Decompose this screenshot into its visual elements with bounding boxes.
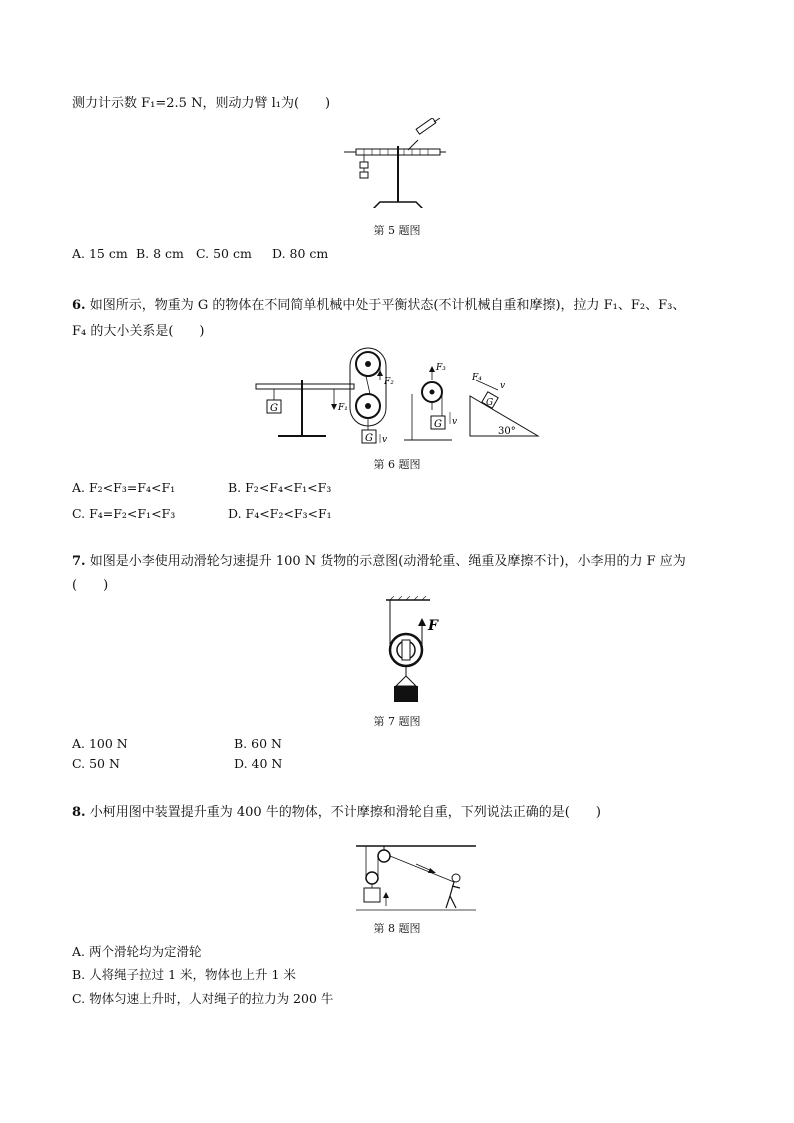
q6-f4-label: F₄ [472, 373, 482, 383]
q6-f2-label: F₂ [384, 377, 394, 387]
q6-machines-figure [252, 344, 542, 448]
q6-fixed-g-label: G [434, 419, 442, 430]
q6-f1-label: F₁ [338, 403, 348, 413]
q7-stem-line2: ( ) [72, 578, 109, 593]
q5-option-a: A. 15 cm [72, 246, 128, 261]
q6-lever-g-label: G [270, 403, 278, 414]
q7-force-label: F [428, 618, 438, 634]
q5-caption: 第 5 题图 [373, 224, 421, 237]
q7-option-c: C. 50 N [72, 756, 120, 771]
q6-pulley-g-label: G [365, 433, 373, 444]
q6-stem-line1 [72, 296, 685, 316]
q8-number: 8. [72, 805, 86, 820]
q6-v-label-1: v [382, 435, 388, 445]
q7-option-b: B. 60 N [234, 736, 282, 751]
q7-caption: 第 7 题图 [373, 715, 421, 728]
q6-option-d: D. F₄<F₂<F₃<F₁ [228, 506, 332, 521]
q5-option-d: D. 80 cm [272, 246, 329, 261]
q7-pulley-figure [368, 596, 448, 708]
q8-pulley-figure [356, 842, 478, 912]
q6-option-b: B. F₂<F₄<F₁<F₃ [228, 480, 332, 495]
q7-stem-line1 [72, 552, 686, 572]
q6-option-c: C. F₄=F₂<F₁<F₃ [72, 506, 176, 521]
q7-stem-text1: 如图是小李使用动滑轮匀速提升 100 N 货物的示意图(动滑轮重、绳重及摩擦不计)，小李用的力 F 应为 [89, 554, 686, 569]
q7-option-d: D. 40 N [234, 756, 283, 771]
q6-number: 6. [72, 298, 86, 313]
q6-incline-g-label: G [486, 398, 494, 408]
q6-stem-text1: 如图所示，物重为 G 的物体在不同简单机械中处于平衡状态(不计机械自重和摩擦)，拉力 F₁、F₂、F₃、 [89, 298, 686, 313]
q7-option-a: A. 100 N [72, 736, 128, 751]
q5-lever-figure [342, 118, 452, 208]
q8-option-c: C. 物体匀速上升时，人对绳子的拉力为 200 牛 [72, 991, 334, 1006]
q6-f3-label: F₃ [436, 363, 446, 373]
q8-option-a: A. 两个滑轮均为定滑轮 [72, 944, 202, 959]
q6-v-label-3: v [500, 381, 506, 391]
q6-caption: 第 6 题图 [373, 458, 421, 471]
q8-stem-line [72, 803, 601, 823]
q8-option-b: B. 人将绳子拉过 1 米，物体也上升 1 米 [72, 967, 296, 982]
q5-stem: 测力计示数 F₁=2.5 N，则动力臂 l₁为( ) [72, 96, 331, 111]
q7-number: 7. [72, 554, 86, 569]
q6-stem-line2: F₄ 的大小关系是( ) [72, 324, 205, 339]
q5-option-c: C. 50 cm [196, 246, 252, 261]
q6-angle-label: 30° [498, 426, 516, 437]
q8-stem-text: 小柯用图中装置提升重为 400 牛的物体，不计摩擦和滑轮自重，下列说法正确的是( ) [89, 805, 601, 820]
q5-option-b: B. 8 cm [136, 246, 184, 261]
q6-v-label-2: v [452, 417, 458, 427]
q8-caption: 第 8 题图 [373, 922, 421, 935]
q6-option-a: A. F₂<F₃=F₄<F₁ [72, 480, 176, 495]
